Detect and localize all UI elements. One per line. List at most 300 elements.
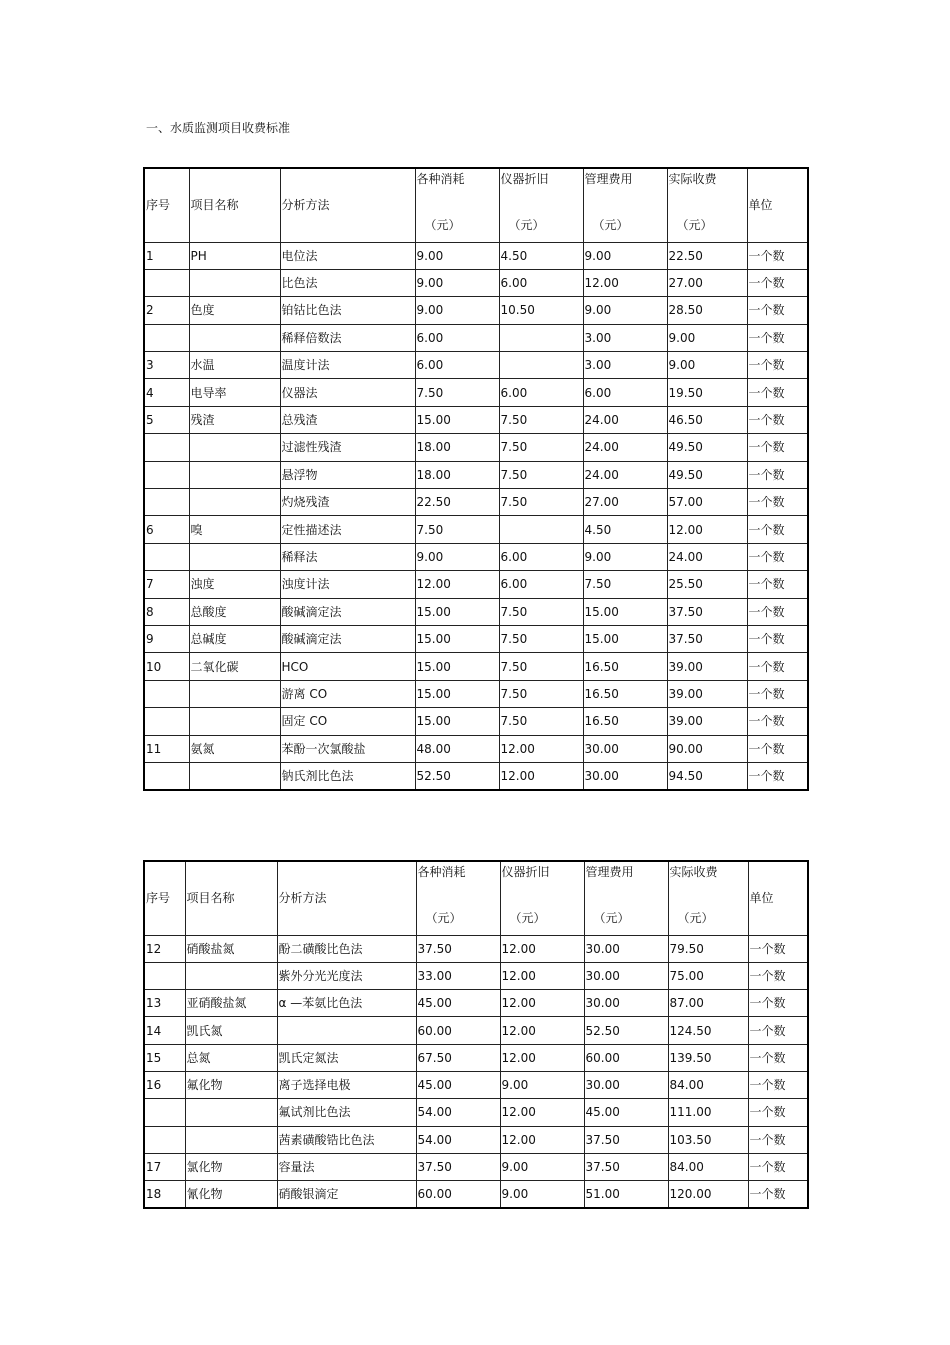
cell-item [189,434,280,461]
cell-depreciation [499,352,583,379]
table-row [144,516,808,543]
cell-depreciation [499,516,583,543]
cell-method: 酸碱滴定法 [280,598,415,625]
cell-depreciation: 7.50 [499,708,583,735]
cell-item [189,543,280,570]
cell-consumption: 18.00 [415,434,499,461]
table-row [144,1126,808,1153]
cell-item: 凯氏氮 [185,1017,277,1044]
cell-unit: 一个数 [747,489,808,516]
cell-actual: 90.00 [667,735,747,762]
cell-consumption: 9.00 [415,543,499,570]
table-row [144,379,808,406]
col-header-depreciation [500,861,584,935]
cell-consumption: 7.50 [415,516,499,543]
cell-actual: 27.00 [667,269,747,296]
cell-actual: 39.00 [667,680,747,707]
cell-consumption: 12.00 [415,571,499,598]
cell-unit: 一个数 [747,653,808,680]
cell-no: 12 [144,935,185,962]
col-header-unit: 单位 [748,861,808,935]
cell-consumption: 9.00 [415,242,499,269]
cell-unit: 一个数 [747,708,808,735]
cell-actual: 39.00 [667,653,747,680]
cell-depreciation [499,324,583,351]
cell-no [144,489,189,516]
cell-item: 二氧化碳 [189,653,280,680]
cell-consumption: 15.00 [415,708,499,735]
cell-method: 钠氏剂比色法 [280,762,415,789]
table-header-row [144,861,808,935]
table-row [144,571,808,598]
cell-consumption: 45.00 [416,1071,500,1098]
table-row [144,406,808,433]
cell-management: 16.50 [583,653,667,680]
cell-management: 52.50 [584,1017,668,1044]
cell-no: 13 [144,990,185,1017]
cell-unit: 一个数 [748,1126,808,1153]
cell-item: 总碱度 [189,625,280,652]
cell-item: 总酸度 [189,598,280,625]
cell-depreciation: 12.00 [499,762,583,789]
cell-management: 9.00 [583,297,667,324]
cell-no: 11 [144,735,189,762]
cell-method: 酚二磺酸比色法 [277,935,416,962]
cell-item [189,269,280,296]
cell-method: 悬浮物 [280,461,415,488]
col-header-method: 分析方法 [277,861,416,935]
cell-management: 30.00 [584,962,668,989]
col-header-item: 项目名称 [185,861,277,935]
table-row [144,297,808,324]
cell-unit: 一个数 [747,297,808,324]
col-header-management [583,168,667,242]
cell-management: 12.00 [583,269,667,296]
col-header-consumption-label: 各种消耗 [417,865,466,879]
cell-unit: 一个数 [747,379,808,406]
cell-consumption: 48.00 [415,735,499,762]
cell-management: 15.00 [583,598,667,625]
cell-item [185,1126,277,1153]
cell-consumption: 18.00 [415,461,499,488]
cell-unit: 一个数 [747,543,808,570]
cell-unit: 一个数 [748,1153,808,1180]
cell-item: 硝酸盐氮 [185,935,277,962]
cell-method: 茜素磺酸锆比色法 [277,1126,416,1153]
table-row [144,990,808,1017]
cell-management: 7.50 [583,571,667,598]
cell-unit: 一个数 [747,269,808,296]
cell-unit: 一个数 [747,762,808,789]
cell-unit: 一个数 [747,571,808,598]
col-header-currency: （元） [509,911,546,925]
cell-unit: 一个数 [748,990,808,1017]
cell-management: 27.00 [583,489,667,516]
cell-method: 灼烧残渣 [280,489,415,516]
cell-actual: 57.00 [667,489,747,516]
table-row [144,543,808,570]
cell-management: 30.00 [583,735,667,762]
cell-consumption: 15.00 [415,653,499,680]
cell-depreciation: 12.00 [500,935,584,962]
cell-consumption: 15.00 [415,406,499,433]
cell-method [277,1017,416,1044]
cell-method: 游离 CO [280,680,415,707]
cell-unit: 一个数 [748,1071,808,1098]
cell-method: 硝酸银滴定 [277,1181,416,1208]
cell-actual: 22.50 [667,242,747,269]
cell-depreciation: 10.50 [499,297,583,324]
cell-consumption: 54.00 [416,1099,500,1126]
col-header-consumption [415,168,499,242]
cell-actual: 9.00 [667,324,747,351]
cell-actual: 28.50 [667,297,747,324]
cell-unit: 一个数 [747,324,808,351]
cell-item [185,1099,277,1126]
cell-unit: 一个数 [748,935,808,962]
table-row [144,680,808,707]
cell-item [189,762,280,789]
cell-depreciation: 6.00 [499,379,583,406]
cell-no: 17 [144,1153,185,1180]
table-row [144,434,808,461]
cell-item: 亚硝酸盐氮 [185,990,277,1017]
cell-no: 2 [144,297,189,324]
cell-no: 5 [144,406,189,433]
cell-consumption: 67.50 [416,1044,500,1071]
cell-consumption: 60.00 [416,1017,500,1044]
table-row [144,1153,808,1180]
cell-consumption: 37.50 [416,1153,500,1180]
cell-actual: 124.50 [668,1017,748,1044]
cell-consumption: 22.50 [415,489,499,516]
cell-method: HCO [280,653,415,680]
cell-item: 电导率 [189,379,280,406]
cell-method: 浊度计法 [280,571,415,598]
cell-actual: 37.50 [667,598,747,625]
cell-unit: 一个数 [748,1044,808,1071]
cell-item: PH [189,242,280,269]
cell-management: 3.00 [583,324,667,351]
table-row [144,598,808,625]
cell-depreciation: 7.50 [499,434,583,461]
cell-depreciation: 7.50 [499,461,583,488]
cell-item: 氟化物 [185,1071,277,1098]
cell-no: 10 [144,653,189,680]
cell-unit: 一个数 [748,1099,808,1126]
cell-management: 3.00 [583,352,667,379]
cell-no [144,543,189,570]
table-row [144,1099,808,1126]
cell-no [144,1099,185,1126]
fee-table-1-body [144,168,808,790]
cell-no: 8 [144,598,189,625]
cell-management: 30.00 [584,1071,668,1098]
col-header-currency: （元） [676,218,713,232]
cell-item: 水温 [189,352,280,379]
cell-item: 嗅 [189,516,280,543]
cell-unit: 一个数 [747,625,808,652]
cell-management: 45.00 [584,1099,668,1126]
cell-actual: 84.00 [668,1153,748,1180]
cell-actual: 9.00 [667,352,747,379]
table-row [144,1044,808,1071]
cell-management: 30.00 [583,762,667,789]
cell-depreciation: 9.00 [500,1181,584,1208]
cell-actual: 94.50 [667,762,747,789]
table-row [144,708,808,735]
cell-item [189,324,280,351]
cell-management: 24.00 [583,406,667,433]
col-header-unit: 单位 [747,168,808,242]
cell-management: 51.00 [584,1181,668,1208]
cell-actual: 103.50 [668,1126,748,1153]
cell-no [144,461,189,488]
cell-no [144,1126,185,1153]
col-header-currency: （元） [508,218,545,232]
cell-management: 37.50 [584,1153,668,1180]
cell-management: 16.50 [583,708,667,735]
cell-actual: 87.00 [668,990,748,1017]
cell-actual: 79.50 [668,935,748,962]
cell-consumption: 6.00 [415,324,499,351]
col-header-actual [667,168,747,242]
cell-method: 铂钴比色法 [280,297,415,324]
cell-no: 4 [144,379,189,406]
cell-management: 30.00 [584,935,668,962]
cell-method: 离子选择电极 [277,1071,416,1098]
cell-no [144,708,189,735]
col-header-depreciation-label: 仪器折旧 [500,172,549,186]
cell-consumption: 9.00 [415,297,499,324]
table-row [144,1017,808,1044]
cell-method: 氟试剂比色法 [277,1099,416,1126]
cell-depreciation: 12.00 [500,1017,584,1044]
cell-no [144,762,189,789]
cell-method: 苯酚一次氯酸盐 [280,735,415,762]
cell-depreciation: 12.00 [499,735,583,762]
cell-method: 稀释倍数法 [280,324,415,351]
cell-no: 15 [144,1044,185,1071]
col-header-item: 项目名称 [189,168,280,242]
page-heading: 一、水质监测项目收费标准 [146,121,291,135]
cell-unit: 一个数 [748,1181,808,1208]
cell-unit: 一个数 [747,406,808,433]
cell-unit: 一个数 [747,352,808,379]
cell-actual: 49.50 [667,434,747,461]
table-row [144,489,808,516]
table-row [144,1071,808,1098]
col-header-actual-label: 实际收费 [669,865,718,879]
cell-no [144,324,189,351]
col-header-consumption-label: 各种消耗 [416,172,465,186]
cell-method: 总残渣 [280,406,415,433]
col-header-actual-label: 实际收费 [668,172,717,186]
cell-management: 30.00 [584,990,668,1017]
cell-depreciation: 7.50 [499,406,583,433]
cell-depreciation: 6.00 [499,269,583,296]
cell-management: 9.00 [583,242,667,269]
cell-depreciation: 7.50 [499,653,583,680]
cell-method: 紫外分光光度法 [277,962,416,989]
cell-actual: 46.50 [667,406,747,433]
cell-actual: 12.00 [667,516,747,543]
cell-actual: 84.00 [668,1071,748,1098]
cell-depreciation: 12.00 [500,1126,584,1153]
cell-no [144,434,189,461]
cell-depreciation: 6.00 [499,543,583,570]
cell-no [144,962,185,989]
cell-no: 1 [144,242,189,269]
cell-no: 18 [144,1181,185,1208]
cell-method: 容量法 [277,1153,416,1180]
cell-method: 仪器法 [280,379,415,406]
col-header-currency: （元） [424,218,461,232]
cell-depreciation: 6.00 [499,571,583,598]
col-header-currency: （元） [677,911,714,925]
table-row [144,269,808,296]
cell-item [185,962,277,989]
cell-depreciation: 7.50 [499,489,583,516]
cell-depreciation: 12.00 [500,1099,584,1126]
cell-management: 24.00 [583,434,667,461]
cell-depreciation: 7.50 [499,598,583,625]
cell-consumption: 9.00 [415,269,499,296]
cell-actual: 24.00 [667,543,747,570]
cell-depreciation: 9.00 [500,1071,584,1098]
cell-management: 16.50 [583,680,667,707]
table-row [144,962,808,989]
cell-method: 酸碱滴定法 [280,625,415,652]
cell-item: 残渣 [189,406,280,433]
cell-depreciation: 7.50 [499,680,583,707]
cell-actual: 75.00 [668,962,748,989]
table-row [144,324,808,351]
col-header-currency: （元） [593,911,630,925]
cell-unit: 一个数 [747,461,808,488]
cell-unit: 一个数 [747,735,808,762]
cell-management: 24.00 [583,461,667,488]
cell-actual: 39.00 [667,708,747,735]
cell-item: 氯化物 [185,1153,277,1180]
cell-actual: 49.50 [667,461,747,488]
table-row [144,352,808,379]
col-header-management-label: 管理费用 [585,865,634,879]
cell-unit: 一个数 [748,962,808,989]
cell-item [189,489,280,516]
cell-method: 定性描述法 [280,516,415,543]
cell-depreciation: 4.50 [499,242,583,269]
cell-item [189,680,280,707]
table-row [144,461,808,488]
cell-method: α —苯氨比色法 [277,990,416,1017]
cell-no: 9 [144,625,189,652]
cell-consumption: 15.00 [415,625,499,652]
cell-unit: 一个数 [748,1017,808,1044]
cell-unit: 一个数 [747,434,808,461]
table-row [144,242,808,269]
cell-consumption: 37.50 [416,935,500,962]
col-header-consumption [416,861,500,935]
fee-table-2 [143,860,809,1209]
cell-method: 电位法 [280,242,415,269]
col-header-currency: （元） [592,218,629,232]
cell-depreciation: 12.00 [500,990,584,1017]
cell-consumption: 33.00 [416,962,500,989]
cell-no [144,680,189,707]
cell-method: 温度计法 [280,352,415,379]
cell-management: 37.50 [584,1126,668,1153]
cell-item: 浊度 [189,571,280,598]
cell-consumption: 52.50 [415,762,499,789]
cell-actual: 19.50 [667,379,747,406]
col-header-no: 序号 [144,168,189,242]
table-row [144,935,808,962]
cell-item: 氨氮 [189,735,280,762]
col-header-actual [668,861,748,935]
cell-item: 总氮 [185,1044,277,1071]
cell-management: 6.00 [583,379,667,406]
cell-consumption: 15.00 [415,680,499,707]
cell-item: 色度 [189,297,280,324]
cell-no: 6 [144,516,189,543]
cell-depreciation: 12.00 [500,1044,584,1071]
cell-consumption: 45.00 [416,990,500,1017]
cell-actual: 139.50 [668,1044,748,1071]
cell-consumption: 54.00 [416,1126,500,1153]
cell-depreciation: 7.50 [499,625,583,652]
col-header-depreciation-label: 仪器折旧 [501,865,550,879]
cell-management: 15.00 [583,625,667,652]
cell-no: 16 [144,1071,185,1098]
fee-table-1 [143,167,809,791]
cell-unit: 一个数 [747,598,808,625]
cell-consumption: 6.00 [415,352,499,379]
cell-consumption: 15.00 [415,598,499,625]
cell-method: 凯氏定氮法 [277,1044,416,1071]
cell-method: 稀释法 [280,543,415,570]
table-row [144,625,808,652]
cell-consumption: 60.00 [416,1181,500,1208]
fee-table-2-body [144,861,808,1208]
cell-item [189,461,280,488]
col-header-depreciation [499,168,583,242]
col-header-management-label: 管理费用 [584,172,633,186]
table-row [144,653,808,680]
cell-item: 氰化物 [185,1181,277,1208]
cell-method: 固定 CO [280,708,415,735]
cell-unit: 一个数 [747,242,808,269]
cell-depreciation: 9.00 [500,1153,584,1180]
cell-actual: 37.50 [667,625,747,652]
cell-depreciation: 12.00 [500,962,584,989]
col-header-currency: （元） [425,911,462,925]
table-row [144,735,808,762]
cell-no [144,269,189,296]
cell-no: 3 [144,352,189,379]
table-header-row [144,168,808,242]
cell-no: 14 [144,1017,185,1044]
table-row [144,762,808,789]
cell-management: 9.00 [583,543,667,570]
col-header-management [584,861,668,935]
cell-unit: 一个数 [747,516,808,543]
cell-unit: 一个数 [747,680,808,707]
col-header-no: 序号 [144,861,185,935]
cell-consumption: 7.50 [415,379,499,406]
cell-actual: 120.00 [668,1181,748,1208]
cell-actual: 25.50 [667,571,747,598]
